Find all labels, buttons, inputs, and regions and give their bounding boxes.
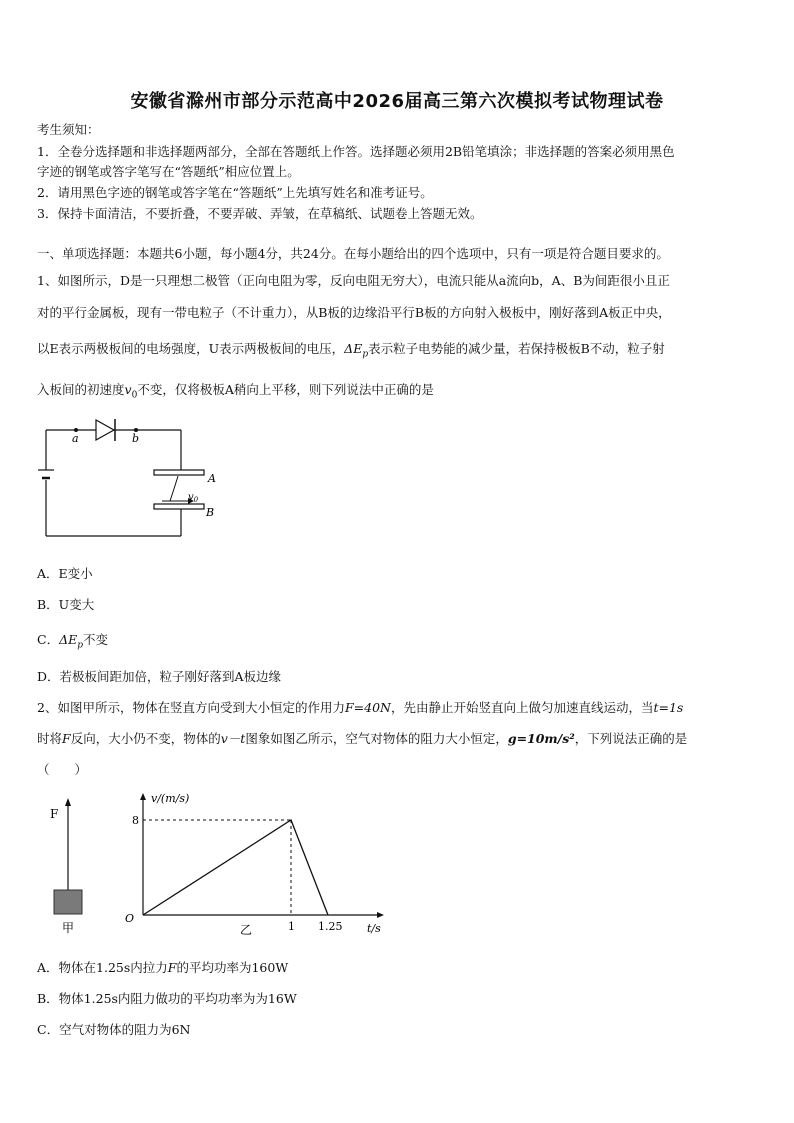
diode-icon: [96, 420, 114, 440]
q1-line-2: 对的平行金属板，现有一带电粒子（不计重力），从B板的边缘沿平行B板的方向射入极板中，刚好落到A板正中央，: [37, 305, 671, 320]
q2-option-c: C．空气对物体的阻力为6N: [37, 1022, 191, 1037]
x-axis-arrow: [377, 912, 384, 918]
q1-line-4a: 入板间的初速度: [37, 382, 125, 397]
q1-line-3a: 以E表示两极板间的电场强度，U表示两极板间的电压，: [37, 341, 345, 356]
delta-ep-subscript: p: [362, 349, 369, 360]
q2-vt-symbol: v－t: [220, 731, 246, 746]
q2-line-2c: 图象如图乙所示，空气对物体的阻力大小恒定，: [245, 731, 508, 746]
q2-line-1: [37, 698, 683, 716]
q2-option-a-text: A．物体在1.25s内拉力: [37, 960, 168, 975]
y-axis-arrow: [140, 793, 146, 800]
q1-line-4: [37, 380, 434, 401]
force-diagram: [40, 790, 110, 940]
plate-b: [154, 504, 204, 509]
circuit-diagram: [38, 410, 228, 545]
q2-line-2: [37, 729, 687, 747]
q1-line-3: [37, 339, 665, 360]
notice-item-1: 1．全卷分选择题和非选择题两部分，全部在答题纸上作答。选择题必须用2B铅笔填涂；非选择题的答案必须用黑色: [37, 144, 675, 159]
q1-option-c-prefix: C．: [37, 632, 60, 647]
q2-force-symbol: F: [62, 731, 71, 746]
q2-line-2b: 反向，大小仍不变，物体的: [70, 731, 221, 746]
object-block: [54, 890, 82, 914]
q2-line-2d: ，下列说法正确的是: [574, 731, 688, 746]
q2-line-1a: 2、如图甲所示，物体在竖直方向受到大小恒定的作用力: [37, 700, 345, 715]
q2-option-b: B．物体1.25s内阻力做功的平均功率为为16W: [37, 991, 297, 1006]
label-plate-a: A: [208, 472, 216, 485]
q1-option-b: B．U变大: [37, 597, 95, 612]
figure-jia-label: 甲: [62, 921, 75, 935]
q2-option-a-text-2: 的平均功率为160W: [176, 960, 289, 975]
q2-answer-paren: （ ）: [37, 762, 88, 777]
section-heading: 一、单项选择题：本题共6小题，每小题4分，共24分。在每小题给出的四个选项中，只有一项是符合题目要求的。: [37, 246, 669, 261]
v0-subscript: 0: [131, 390, 138, 401]
q1-option-a: A．E变小: [37, 566, 93, 581]
notice-heading: 考生须知：: [37, 122, 100, 137]
q2-line-1b: ，先由静止开始竖直向上做匀加速直线运动，当: [390, 700, 654, 715]
x-axis-label: t/s: [367, 922, 381, 935]
particle-trajectory: [170, 476, 178, 501]
label-a: a: [72, 432, 79, 445]
force-label: F: [50, 807, 59, 821]
notice-item-2: 2．请用黑色字迹的钢笔或答字笔在“答题纸”上先填写姓名和准考证号。: [37, 185, 433, 200]
x-tick-1-25: 1.25: [318, 920, 343, 933]
q2-option-a-force: F: [167, 960, 177, 975]
label-v0: $v_0$: [188, 492, 199, 504]
q1-option-c: [37, 630, 108, 651]
q2-option-a: [37, 958, 288, 976]
q1-option-c-symbol: ΔE: [59, 632, 78, 647]
q1-option-c-subscript: p: [77, 640, 83, 651]
q2-line-2a: 时将: [37, 731, 63, 746]
figure-yi-label: 乙: [240, 923, 253, 937]
origin-label: O: [125, 912, 135, 925]
velocity-series-line: [143, 820, 328, 915]
q1-option-d: D．若极板间距加倍，粒子刚好落到A板边缘: [37, 669, 282, 684]
y-tick-8: 8: [132, 814, 139, 827]
q1-line-3b: 表示粒子电势能的减少量，若保持极板B不动，粒子射: [368, 341, 665, 356]
notice-item-1-cont: 字迹的钢笔或答字笔写在“答题纸”相应位置上。: [37, 164, 300, 179]
q1-line-4b: 不变，仅将极板A稍向上平移，则下列说法中正确的是: [137, 382, 434, 397]
q2-gravity-value: g=10m/s²: [507, 731, 575, 746]
label-plate-b: B: [206, 506, 215, 519]
notice-item-3: 3．保持卡面清洁，不要折叠，不要弄破、弄皱，在草稿纸、试题卷上答题无效。: [37, 206, 483, 221]
vt-chart: [115, 788, 390, 948]
q1-option-c-suffix: 不变: [83, 632, 109, 647]
q1-line-1: 1、如图所示，D是一只理想二极管（正向电阻为零，反向电阻无穷大），电流只能从a流向b，A、B为间距很小且正: [37, 273, 670, 288]
q2-time-value: t=1s: [653, 700, 684, 715]
v0-symbol: v: [124, 382, 132, 397]
q2-force-value: F=40N: [344, 700, 391, 715]
label-b: b: [132, 432, 140, 445]
plate-a: [154, 470, 204, 475]
y-axis-label: v/(m/s): [151, 792, 190, 805]
page-title: 安徽省滁州市部分示范高中2026届高三第六次模拟考试物理试卷: [130, 91, 664, 112]
force-arrowhead: [65, 798, 71, 806]
delta-ep-symbol: ΔE: [344, 341, 363, 356]
x-tick-1: 1: [288, 920, 295, 933]
